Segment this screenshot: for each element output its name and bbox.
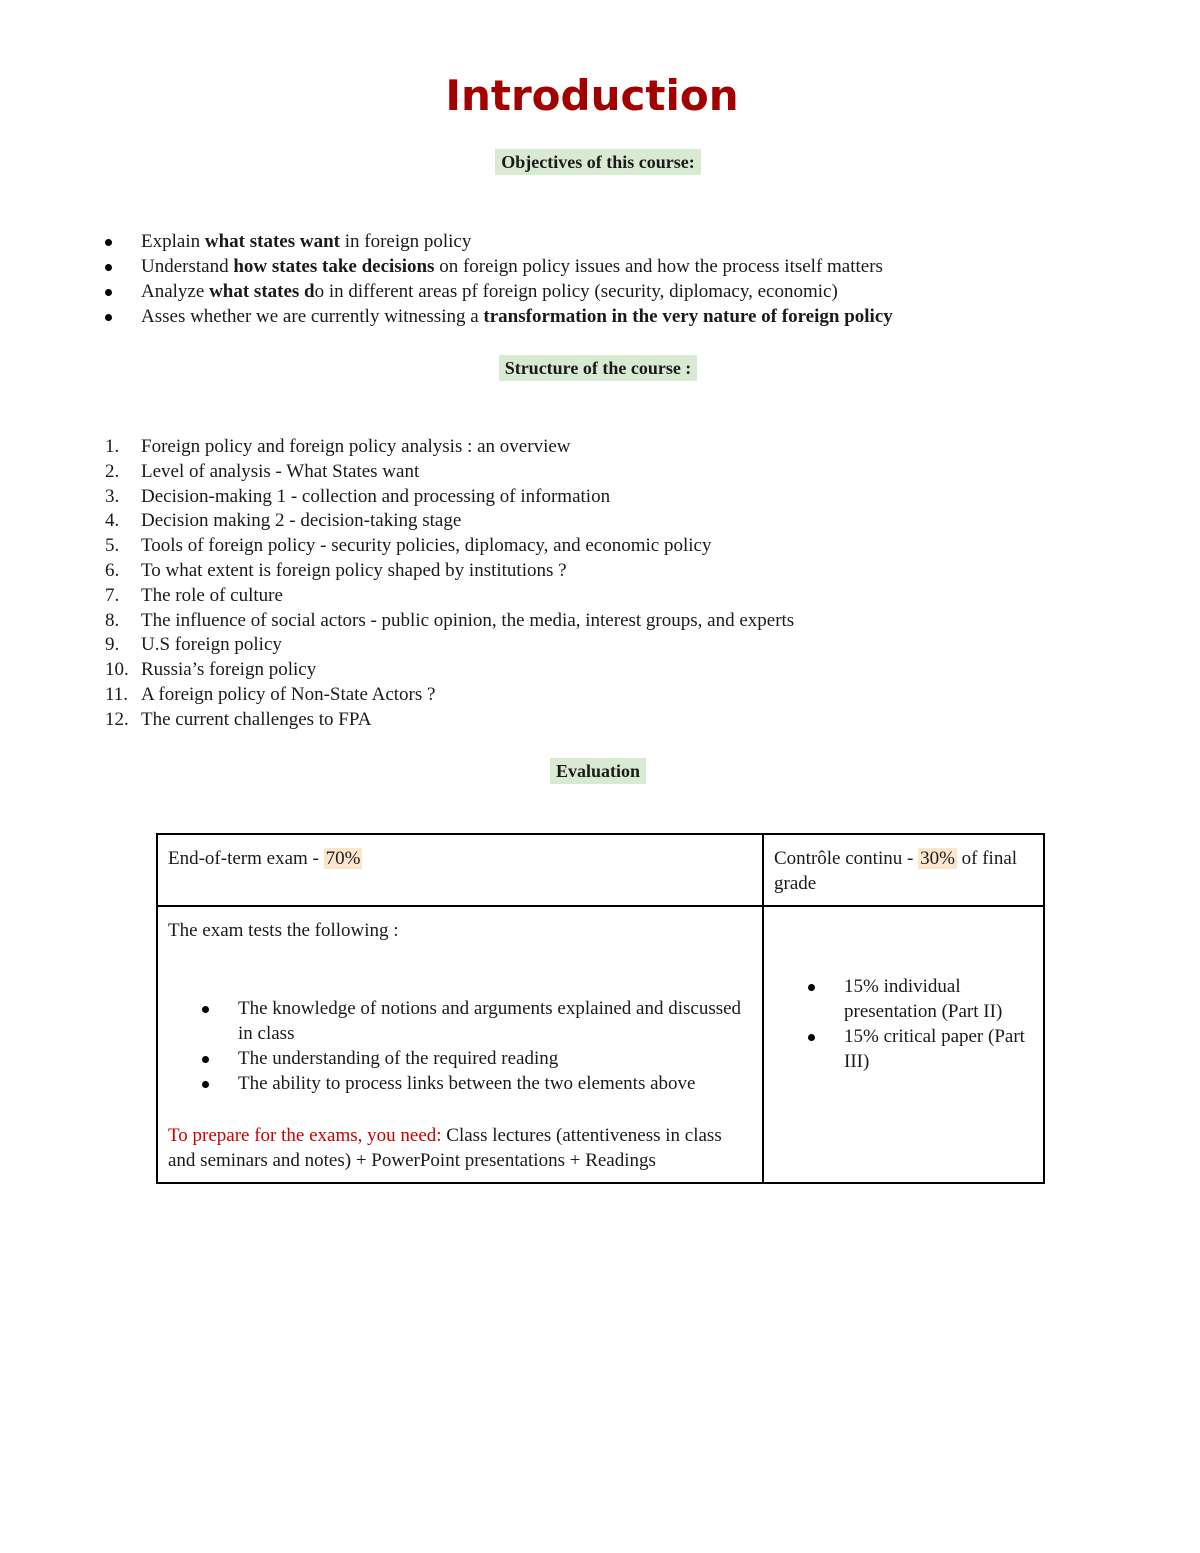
list-item — [105, 254, 893, 279]
page-title: Introduction — [445, 71, 739, 120]
objectives-heading-label: Objectives of this course: — [495, 149, 700, 175]
prep-label: To prepare for the exams, you need: — [168, 1125, 442, 1146]
item-number: 4. — [105, 510, 120, 532]
item-emphasis: what states d — [209, 281, 315, 302]
item-number: 8. — [105, 609, 120, 631]
item-emphasis: how states take decisions — [233, 256, 435, 277]
exam-header-cell — [157, 834, 763, 906]
list-item — [105, 534, 794, 559]
item-text: The influence of social actors - public opinion, the media, interest groups, and experts — [141, 609, 795, 631]
evaluation-heading — [0, 759, 1196, 783]
list-item: The knowledge of notions and arguments explained and discussed in class — [202, 996, 752, 1046]
item-number: 3. — [105, 485, 120, 507]
list-item: The ability to process links between the two elements above — [202, 1071, 752, 1096]
item-number: 11. — [105, 683, 129, 705]
item-text: in foreign policy — [339, 231, 472, 252]
list-item — [105, 485, 794, 510]
item-number: 1. — [105, 436, 120, 457]
list-item — [105, 509, 794, 534]
list-item — [105, 279, 893, 304]
item-text: Russia’s foreign policy — [141, 659, 317, 681]
item-number: 9. — [105, 634, 120, 656]
item-text: Explain — [141, 231, 205, 252]
item-text: on foreign policy issues and how the process itself matters — [434, 256, 883, 277]
item-text: U.S foreign policy — [141, 634, 282, 656]
item-emphasis: transformation in the very nature of foreign policy — [483, 306, 893, 327]
list-item — [105, 460, 794, 485]
list-item — [105, 683, 794, 708]
list-item — [105, 708, 794, 733]
item-text: Asses whether we are currently witnessing a — [141, 306, 484, 327]
item-text: Analyze — [141, 281, 210, 302]
exam-details-cell — [157, 906, 763, 1183]
list-item — [105, 435, 794, 460]
item-number: 6. — [105, 559, 120, 581]
objectives-list — [105, 229, 893, 329]
exam-header-text: End-of-term exam - — [168, 848, 324, 869]
structure-list — [105, 435, 794, 733]
list-item — [105, 584, 794, 609]
item-text: The current challenges to FPA — [141, 708, 372, 730]
item-text: Foreign policy and foreign policy analysis : an overview — [141, 436, 571, 457]
cc-details-cell — [763, 906, 1044, 1183]
list-item — [105, 229, 893, 254]
list-item — [105, 559, 794, 584]
item-text: A foreign policy of Non-State Actors ? — [141, 683, 436, 705]
item-number: 10. — [105, 659, 129, 681]
item-text: The role of culture — [141, 584, 283, 606]
exam-intro: The exam tests the following : — [168, 920, 399, 941]
evaluation-table — [156, 833, 1045, 1184]
structure-heading — [0, 356, 1196, 380]
item-text: Decision making 2 - decision-taking stage — [141, 510, 462, 532]
item-emphasis: what states want — [204, 231, 340, 252]
cc-breakdown-list — [808, 974, 1033, 1074]
objectives-heading — [0, 150, 1196, 174]
list-item — [105, 609, 794, 634]
prep-text: Class lectures (attentiveness in class and seminars and notes) + PowerPoint presentations + Readings — [168, 1125, 722, 1171]
item-number: 7. — [105, 584, 120, 606]
item-text: To what extent is foreign policy shaped by institutions ? — [141, 559, 567, 581]
structure-heading-label: Structure of the course : — [499, 355, 698, 381]
item-number: 2. — [105, 460, 120, 482]
item-text: Understand — [141, 256, 234, 277]
item-number: 12. — [105, 708, 129, 730]
item-text: Level of analysis - What States want — [141, 460, 420, 482]
exam-percent: 70% — [325, 848, 361, 869]
list-item: The understanding of the required reading — [202, 1046, 752, 1071]
list-item: 15% critical paper (Part III) — [808, 1024, 1033, 1074]
table-row — [157, 906, 1044, 1183]
item-text: o in different areas pf foreign policy (security, diplomacy, economic) — [314, 281, 838, 302]
item-text: Tools of foreign policy - security policies, diplomacy, and economic policy — [141, 535, 712, 557]
item-text: Decision-making 1 - collection and processing of information — [141, 485, 611, 507]
list-item: 15% individual presentation (Part II) — [808, 974, 1033, 1024]
list-item — [105, 658, 794, 683]
table-row — [157, 834, 1044, 906]
exam-preparation — [168, 1123, 752, 1173]
evaluation-heading-label: Evaluation — [550, 758, 646, 784]
list-item — [105, 633, 794, 658]
item-number: 5. — [105, 535, 120, 557]
exam-criteria-list — [202, 996, 752, 1096]
list-item — [105, 304, 893, 329]
cc-header-suffix: of final grade — [774, 848, 1018, 894]
cc-header-text: Contrôle continu - — [774, 848, 919, 869]
cc-header-cell — [763, 834, 1044, 906]
cc-percent: 30% — [920, 848, 955, 869]
